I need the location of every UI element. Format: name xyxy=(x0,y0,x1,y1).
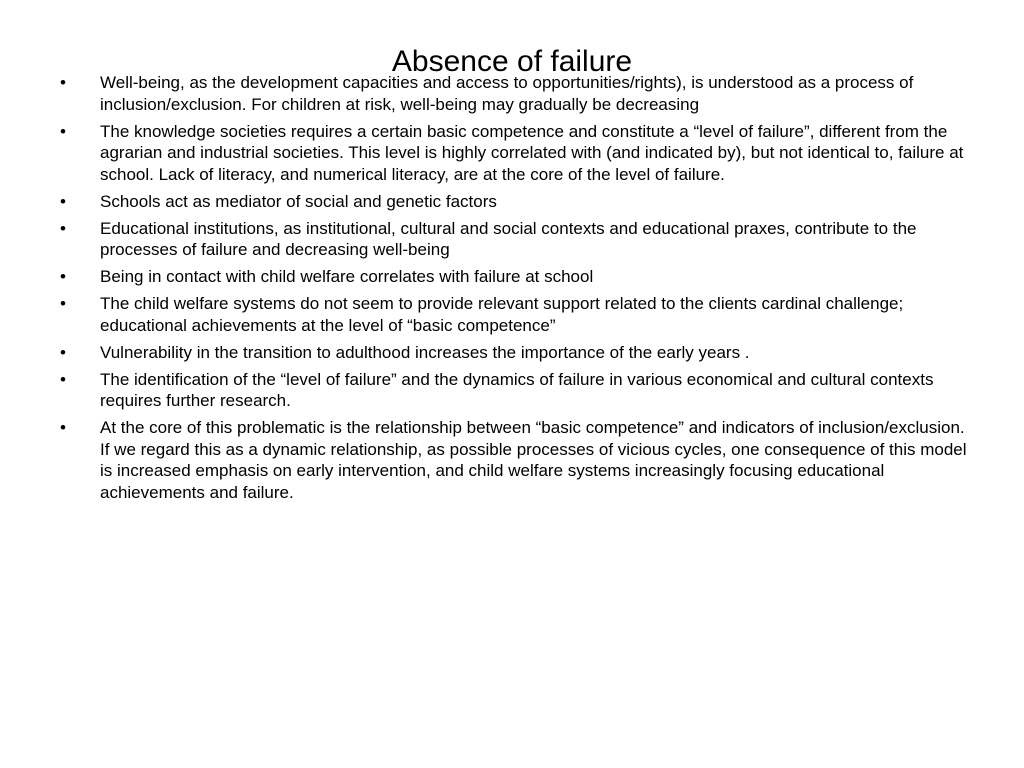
bullet-dot-icon: • xyxy=(60,418,66,437)
bullet-dot-icon: • xyxy=(60,73,66,92)
bullet-dot-icon: • xyxy=(60,267,66,286)
bullet-dot-icon: • xyxy=(60,191,66,211)
bullet-text: The child welfare systems do not seem to provide relevant support related to the clients cardinal challenge; educational achievements at the level of “basic competence” xyxy=(100,294,904,335)
bullet-dot-icon: • xyxy=(60,121,66,141)
bullet-item xyxy=(60,369,970,412)
bullet-text: Vulnerability in the transition to adulthood increases the importance of the early years . xyxy=(100,342,750,362)
bullet-text: Schools act as mediator of social and genetic factors xyxy=(100,191,497,211)
bullet-text: At the core of this problematic is the relationship between “basic competence” and indicators of inclusion/exclusion. If we regard this as a dynamic relationship, as possible processes of vicious cycles, one consequence of this model is increased emphasis on early intervention, and child welfare systems increasingly focusing educational achievements and failure. xyxy=(100,418,967,502)
bullet-item xyxy=(60,72,970,115)
slide-title: Absence of failure xyxy=(391,45,633,79)
bullet-text: The knowledge societies requires a certain basic competence and constitute a “level of failure”, different from the agrarian and industrial societies. This level is highly correlated with (and indicated by), but not identical to, failure at school. Lack of literacy, and numerical literacy, are at the core of the level of failure. xyxy=(100,121,964,184)
bullet-dot-icon: • xyxy=(60,294,66,313)
bullet-text: The identification of the “level of failure” and the dynamics of failure in various economical and cultural contexts requires further research. xyxy=(100,369,934,410)
bullet-item xyxy=(60,266,970,288)
bullet-text: Being in contact with child welfare correlates with failure at school xyxy=(100,267,594,286)
bullet-text: Educational institutions, as institutional, cultural and social contexts and educational praxes, contribute to the processes of failure and decreasing well-being xyxy=(100,218,917,259)
bullet-item xyxy=(60,417,970,503)
bullet-item xyxy=(60,293,970,336)
bullet-list xyxy=(60,72,970,509)
bullet-text: Well-being, as the development capacities and access to opportunities/rights), is understood as a process of inclusion/exclusion. For children at risk, well-being may gradually be decreasing xyxy=(100,73,914,114)
bullet-item xyxy=(60,191,970,213)
bullet-item xyxy=(60,342,970,364)
bullet-item xyxy=(60,218,970,261)
bullet-dot-icon: • xyxy=(60,218,66,238)
bullet-item xyxy=(60,121,970,186)
bullet-dot-icon: • xyxy=(60,369,66,389)
bullet-dot-icon: • xyxy=(60,342,66,362)
